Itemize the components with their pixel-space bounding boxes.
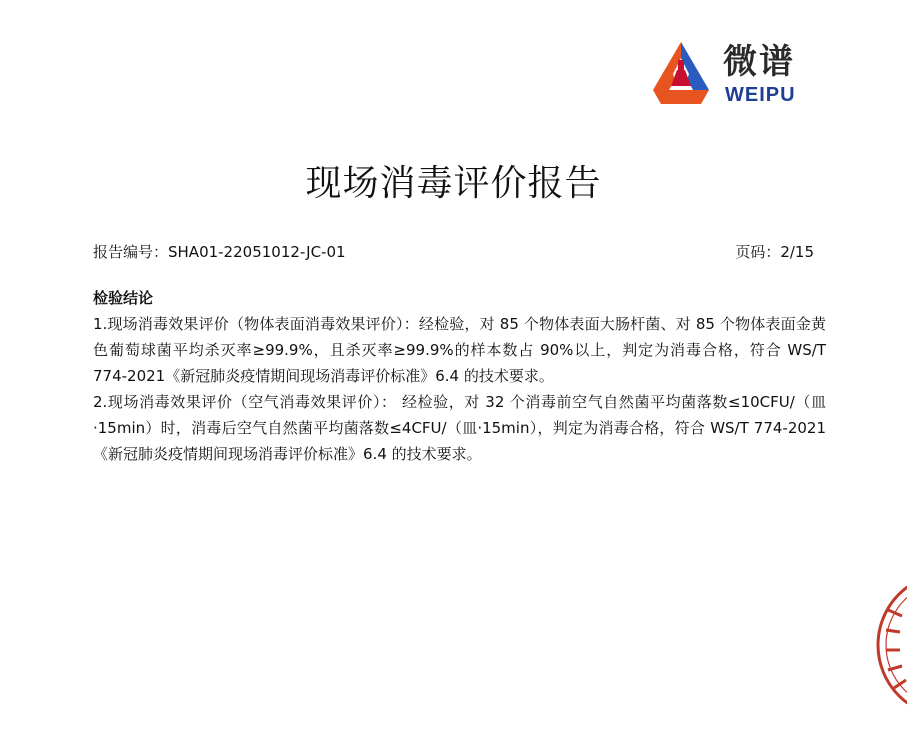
report-number: 报告编号：SHA01-22051012-JC-01 bbox=[93, 243, 346, 261]
seal-stamp-icon bbox=[872, 570, 907, 720]
company-logo bbox=[647, 40, 817, 110]
conclusion-paragraph-2: 2.现场消毒效果评价（空气消毒效果评价）： 经检验，对 32 个消毒前空气自然菌平均菌落数≤10CFU/（皿·15min）时，消毒后空气自然菌平均菌落数≤4CFU/（皿·15min），判定为消毒合格，符合 WS/T 774-2021《新冠肺炎疫情期间现场消毒评价标准》6.4 的技术要求。 bbox=[93, 393, 826, 463]
report-title: 现场消毒评价报告 bbox=[305, 163, 602, 204]
page-number: 页码：2/15 bbox=[735, 243, 814, 261]
logo-chinese-name: 微谱 bbox=[723, 42, 795, 82]
logo-english-name: WEIPU bbox=[725, 84, 796, 106]
report-meta-row bbox=[93, 242, 814, 262]
conclusion-section bbox=[93, 285, 826, 467]
conclusion-paragraph-1: 1.现场消毒效果评价（物体表面消毒效果评价）：经检验，对 85 个物体表面大肠杆菌、对 85 个物体表面金黄色葡萄球菌平均杀灭率≥99.9%，且杀灭率≥99.9%的样本数占 90%以上，判定为消毒合格，符合 WS/T 774-2021《新冠肺炎疫情期间现场消毒评价标准》6.4 的技术要求。 bbox=[93, 315, 826, 385]
weipu-logo-icon bbox=[647, 40, 715, 108]
conclusion-heading: 检验结论 bbox=[93, 289, 154, 307]
